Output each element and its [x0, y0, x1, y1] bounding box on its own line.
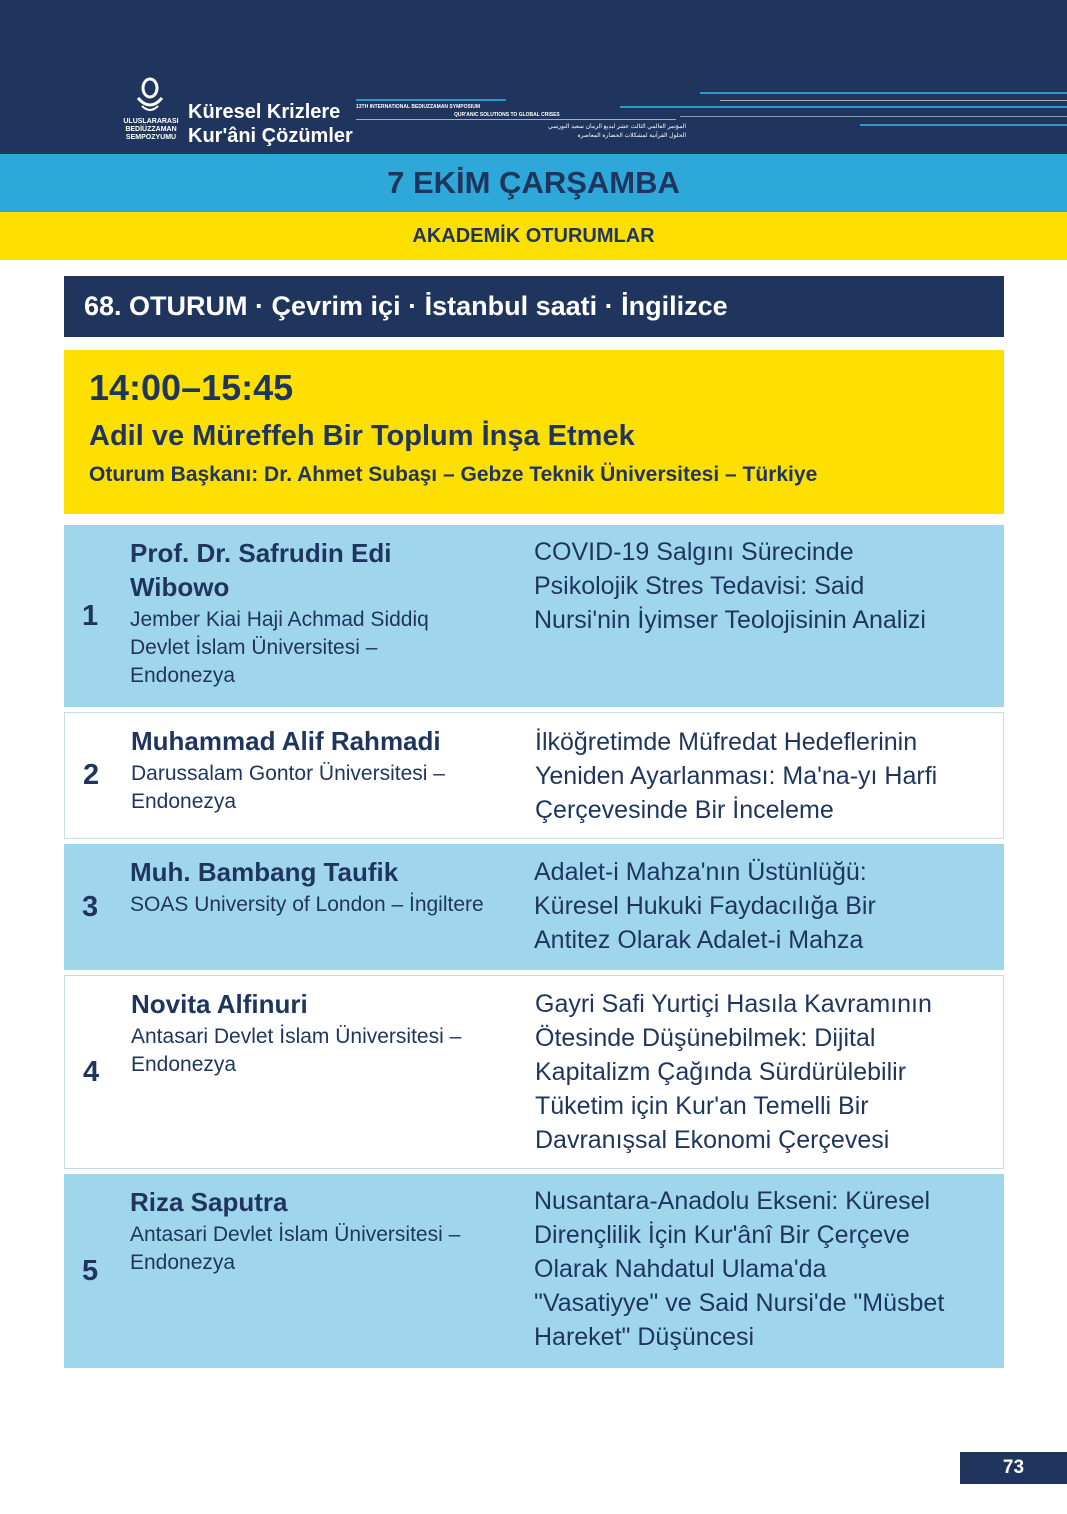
- talk-row: [64, 1174, 1004, 1368]
- talk-title: COVID-19 Salgını Sürecinde Psikolojik Stres Tedavisi: Said Nursi'nin İyimser Teolojisinin Analizi: [534, 538, 926, 634]
- talk-title: Adalet-i Mahza'nın Üstünlüğü: Küresel Hukuki Faydacılığa Bir Antitez Olarak Adalet-i Mahza: [534, 858, 876, 954]
- talk-row: [64, 975, 1004, 1169]
- section-title: AKADEMİK OTURUMLAR: [412, 224, 655, 247]
- speaker-affiliation: SOAS University of London – İngiltere: [130, 893, 484, 916]
- date-band: [0, 154, 1067, 212]
- subtitle-arabic: المؤتمر العالمي الثالث عشر لبديع الزمان سعيد النورسي الحلول القرآنية لمشكلات الحضارة المعاصرة: [548, 124, 686, 139]
- session-time: 14:00–15:45: [89, 367, 294, 408]
- speaker-affiliation: Darussalam Gontor Üniversitesi – Endonezya: [131, 762, 445, 813]
- subtitle-english: 13TH INTERNATIONAL BEDIUZZAMAN SYMPOSIUM QUR'ANIC SOLUTIONS TO GLOBAL CRISES: [356, 104, 560, 118]
- speaker-name: Muh. Bambang Taufik: [130, 857, 399, 887]
- page-header: [0, 0, 1067, 154]
- speaker-block: [130, 855, 520, 919]
- logo-title: Küresel Krizlere Kur'âni Çözümler: [188, 101, 353, 147]
- speaker-block: [130, 1185, 520, 1277]
- talk-number: 3: [82, 890, 99, 923]
- talk-row: [64, 844, 1004, 970]
- talk-row: [64, 712, 1004, 839]
- talk-row: [64, 525, 1004, 707]
- session-chair: Oturum Başkanı: Dr. Ahmet Subaşı – Gebze Teknik Üniversitesi – Türkiye: [89, 463, 818, 486]
- session-header: [64, 276, 1004, 337]
- symposium-logo-icon: [134, 76, 166, 116]
- talk-number: 2: [83, 759, 100, 791]
- section-band: [0, 212, 1067, 260]
- speaker-affiliation: Antasari Devlet İslam Üniversitesi – Endonezya: [130, 1223, 461, 1274]
- talk-title: Gayri Safi Yurtiçi Hasıla Kavramının Ötesinde Düşünebilmek: Dijital Kapitalizm Çağında Sürdürülebilir Tüketim için Kur'an Temelli Bir Davranışsal Ekonomi Çerçevesi: [535, 990, 932, 1154]
- session-info-box: [64, 350, 1004, 514]
- speaker-affiliation: Jember Kiai Haji Achmad Siddiq Devlet İslam Üniversitesi – Endonezya: [130, 608, 429, 687]
- date-title: 7 EKİM ÇARŞAMBA: [387, 165, 680, 200]
- speaker-block: [130, 536, 520, 690]
- speaker-name: Prof. Dr. Safrudin Edi Wibowo: [130, 538, 392, 602]
- talk-number: 5: [82, 1254, 99, 1287]
- speaker-name: Riza Saputra: [130, 1187, 288, 1217]
- talk-number: 4: [83, 1055, 100, 1088]
- speaker-block: [131, 724, 521, 816]
- speaker-name: Muhammad Alif Rahmadi: [131, 726, 441, 756]
- talk-number: 1: [82, 599, 99, 632]
- session-title: Adil ve Müreffeh Bir Toplum İnşa Etmek: [89, 420, 635, 452]
- speaker-block: [131, 987, 521, 1079]
- page-number: 73: [960, 1452, 1067, 1484]
- logo-caption: ULUSLARARASI BEDİÜZZAMAN SEMPOZYUMU: [123, 118, 179, 141]
- speaker-affiliation: Antasari Devlet İslam Üniversitesi – Endonezya: [131, 1025, 462, 1076]
- speaker-name: Novita Alfinuri: [131, 989, 308, 1019]
- talk-title: Nusantara-Anadolu Ekseni: Küresel Dirençlilik İçin Kur'ânî Bir Çerçeve Olarak Nahdatul Ulama'da "Vasatiyye" ve Said Nursi'de "Müsbet Hareket" Düşüncesi: [534, 1187, 945, 1351]
- talk-title: İlköğretimde Müfredat Hedeflerinin Yeniden Ayarlanması: Ma'na-yı Harfi Çerçevesinde Bir İnceleme: [535, 728, 938, 824]
- session-header-text: 68. OTURUM · Çevrim içi · İstanbul saati · İngilizce: [84, 291, 728, 321]
